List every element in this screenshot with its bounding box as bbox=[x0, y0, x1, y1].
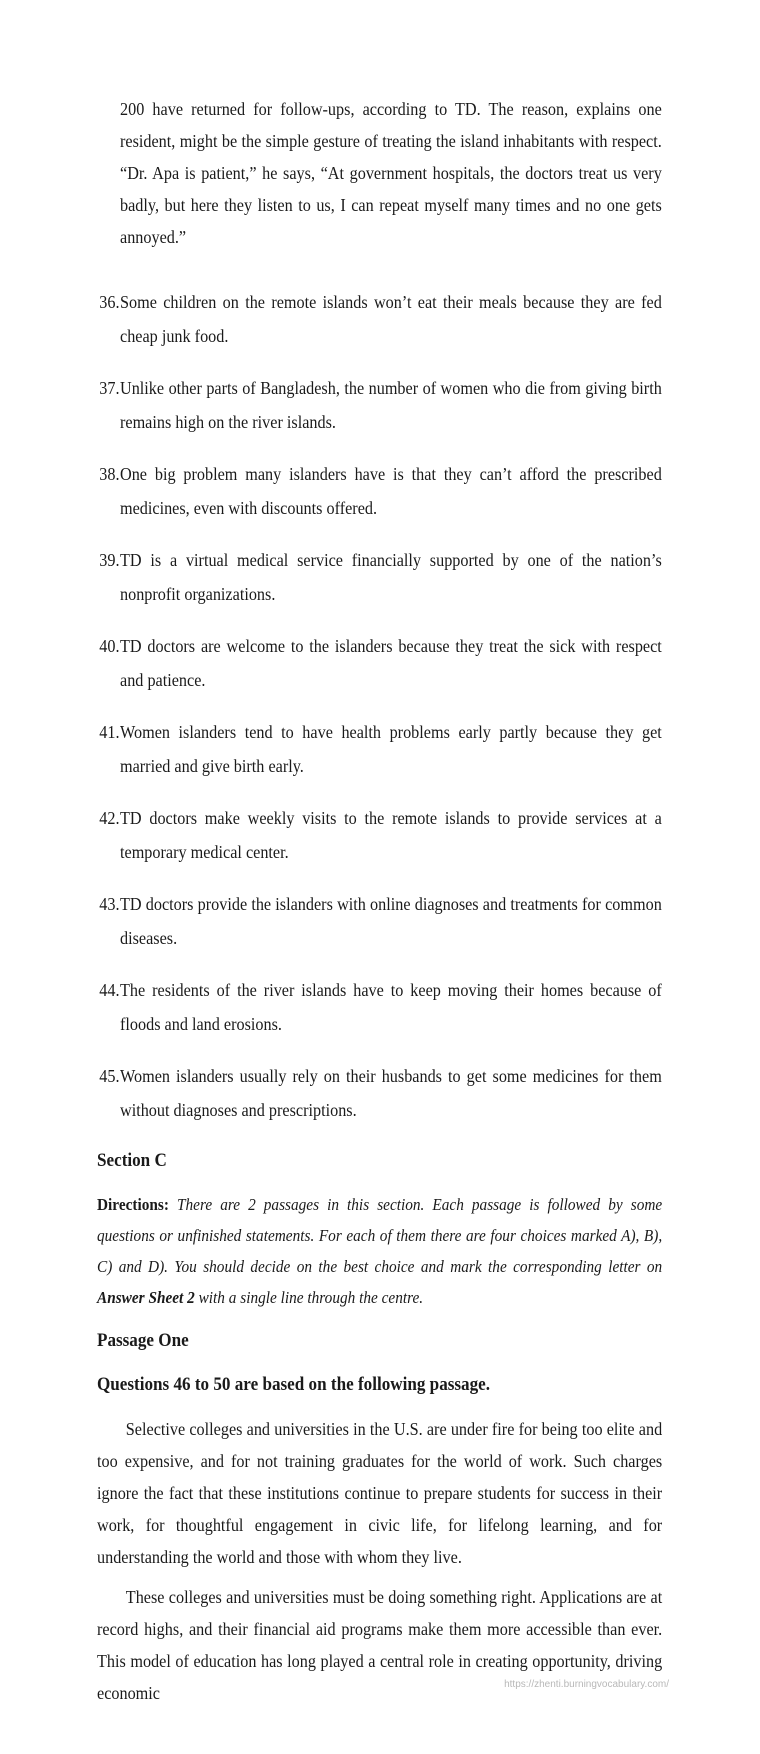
question-text: TD doctors provide the islanders with online diagnoses and treatments for common diseases. bbox=[120, 894, 662, 948]
question-body bbox=[99, 715, 662, 783]
question-text: Women islanders tend to have health problems early partly because they get married and give birth early. bbox=[120, 722, 662, 776]
question-number: 40. bbox=[99, 636, 120, 656]
question-item bbox=[97, 973, 662, 1041]
question-body bbox=[99, 457, 662, 525]
question-body bbox=[99, 629, 662, 697]
section-c-directions bbox=[97, 1189, 662, 1313]
question-text: The residents of the river islands have to keep moving their homes because of floods and land erosions. bbox=[120, 980, 662, 1034]
question-text: TD doctors make weekly visits to the remote islands to provide services at a temporary medical center. bbox=[120, 808, 662, 862]
question-number: 41. bbox=[99, 722, 120, 742]
question-body bbox=[99, 543, 662, 611]
question-text: TD doctors are welcome to the islanders because they treat the sick with respect and patience. bbox=[120, 636, 662, 690]
question-text: One big problem many islanders have is that they can’t afford the prescribed medicines, even with discounts offered. bbox=[120, 464, 662, 518]
section-c-title: Section C bbox=[97, 1150, 167, 1171]
question-item bbox=[97, 457, 662, 525]
directions-text: There are 2 passages in this section. Each passage is followed by some questions or unfinished statements. For each of them there are four choices marked A), B), C) and D). You should decide on the best choice and mark the corresponding letter on bbox=[97, 1195, 663, 1276]
question-body bbox=[99, 887, 662, 955]
question-number: 37. bbox=[99, 378, 120, 398]
question-item bbox=[97, 629, 662, 697]
directions-answer-sheet: Answer Sheet 2 bbox=[97, 1288, 195, 1307]
question-item bbox=[97, 801, 662, 869]
passage-paragraph: Selective colleges and universities in the U.S. are under fire for being too elite and too expensive, and for not training graduates for the world of work. Such charges ignore the fact that these institutions continue to prepare students for success in their work, for thoughtful engagement in civic life, for lifelong learning, and for understanding the world and those with whom they live. bbox=[97, 1419, 663, 1567]
continuation-paragraph: 200 have returned for follow-ups, according to TD. The reason, explains one resident, might be the simple gesture of treating the island inhabitants with respect. “Dr. Apa is patient,” he says, “At government hospitals, the doctors treat us very badly, but here they listen to us, I can repeat myself many times and no one gets annoyed.” bbox=[120, 99, 662, 247]
question-number: 36. bbox=[99, 292, 120, 312]
passage-one-subtitle: Questions 46 to 50 are based on the following passage. bbox=[97, 1374, 491, 1395]
question-text: Women islanders usually rely on their husbands to get some medicines for them without diagnoses and prescriptions. bbox=[120, 1066, 662, 1120]
passage-one-title: Passage One bbox=[97, 1330, 189, 1351]
directions-label: Directions: bbox=[97, 1195, 169, 1214]
question-text: Unlike other parts of Bangladesh, the number of women who die from giving birth remains high on the river islands. bbox=[120, 378, 662, 432]
page-content bbox=[97, 93, 662, 1717]
question-text: Some children on the remote islands won’t eat their meals because they are fed cheap junk food. bbox=[120, 292, 662, 346]
question-number: 44. bbox=[99, 980, 120, 1000]
question-text: TD is a virtual medical service financially supported by one of the nation’s nonprofit organizations. bbox=[120, 550, 662, 604]
question-number: 43. bbox=[99, 894, 120, 914]
question-item bbox=[97, 285, 662, 353]
question-body bbox=[99, 285, 662, 353]
question-number: 39. bbox=[99, 550, 120, 570]
question-body bbox=[99, 973, 662, 1041]
question-body bbox=[99, 801, 662, 869]
question-number: 45. bbox=[99, 1066, 120, 1086]
question-body bbox=[99, 371, 662, 439]
directions-tail: with a single line through the centre. bbox=[198, 1288, 424, 1307]
question-body bbox=[99, 1059, 662, 1127]
passage-paragraph: These colleges and universities must be doing something right. Applications are at record highs, and their financial aid programs make them more accessible than ever. This model of education has long played a central role in creating opportunity, driving economic bbox=[97, 1587, 663, 1703]
question-item bbox=[97, 1059, 662, 1127]
question-item bbox=[97, 887, 662, 955]
question-number: 38. bbox=[99, 464, 120, 484]
question-list bbox=[97, 285, 662, 1127]
footer-url[interactable]: https://zhenti.burningvocabulary.com/ bbox=[504, 1679, 669, 1690]
question-item bbox=[97, 371, 662, 439]
question-item bbox=[97, 715, 662, 783]
question-item bbox=[97, 543, 662, 611]
question-number: 42. bbox=[99, 808, 120, 828]
